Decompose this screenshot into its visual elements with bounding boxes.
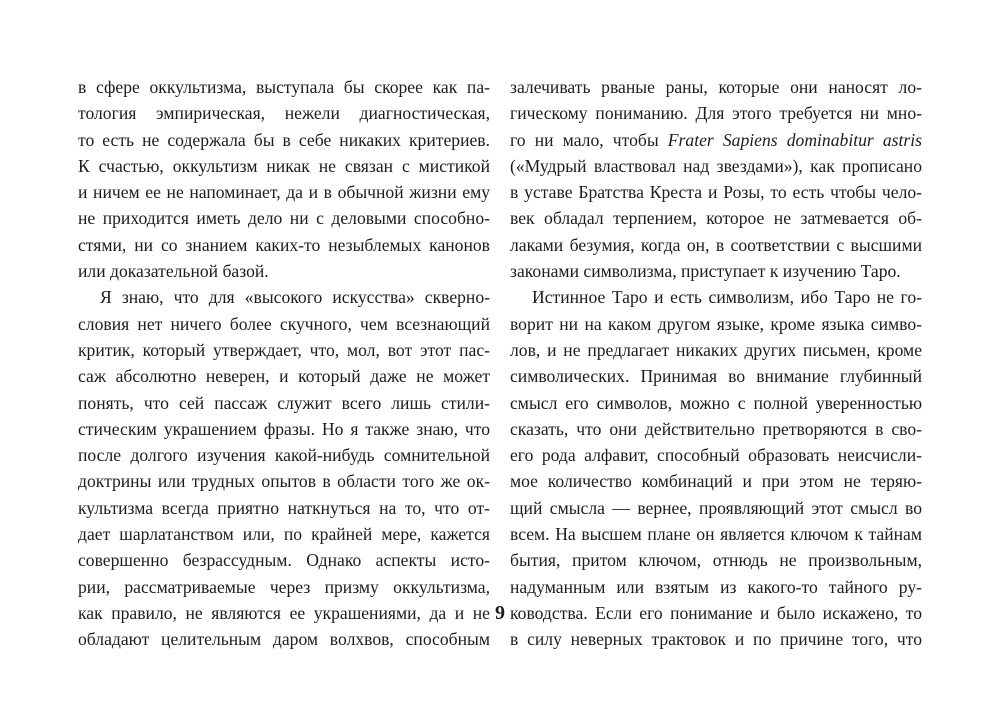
text-line: саж абсолютно неверен, и который даже не может bbox=[78, 366, 490, 387]
text-line: стями, ни со знанием каких-то незыблемых канонов bbox=[78, 234, 490, 255]
text-line: после долгого изучения какой-нибудь сомнительной bbox=[78, 445, 490, 466]
text-line-start: го ни мало, чтобы bbox=[510, 129, 668, 150]
text-line: понять, что сей пассаж служит всего лишь стили- bbox=[78, 392, 490, 413]
text-line: Я знаю, что для «высокого искусства» скверно- bbox=[100, 287, 490, 308]
text-line: («Мудрый властвовал над звездами»), как прописано bbox=[510, 155, 922, 176]
text-line: К счастью, оккультизм никак не связан с мистикой bbox=[78, 155, 490, 176]
text-line: залечивать рваные раны, которые они наносят ло- bbox=[510, 77, 922, 97]
text-line: тология эмпирическая, нежели диагностическая, bbox=[78, 103, 490, 124]
text-line: всем. На высшем плане он является ключом к тайнам bbox=[510, 524, 922, 545]
text-line: сказать, что они действительно претворяются в сво- bbox=[510, 418, 922, 439]
text-line: или доказательной базой. bbox=[78, 261, 269, 282]
page-number: 9 bbox=[495, 602, 505, 624]
text-line: век обладал терпением, которое не затмевается об- bbox=[510, 208, 922, 229]
text-line: символических. Принимая во внимание глубинный bbox=[510, 366, 922, 387]
text-line: бытия, притом ключом, отнюдь не произвольным, bbox=[510, 550, 922, 571]
text-line: лаками безумия, когда он, в соответствии с высшими bbox=[510, 234, 922, 255]
left-text-column bbox=[78, 74, 490, 653]
text-line: словия нет ничего более скучного, чем всезнающий bbox=[78, 313, 490, 334]
text-line: дает шарлатанством или, по крайней мере, кажется bbox=[78, 524, 490, 545]
text-line: рии, рассматриваемые через призму оккультизма, bbox=[78, 576, 490, 597]
text-line: не приходится иметь дело ни с деловыми способно- bbox=[78, 208, 490, 229]
text-line: то есть не содержала бы в себе никаких критериев. bbox=[78, 129, 490, 150]
text-line: и ничем ее не напоминает, да и в обычной жизни ему bbox=[78, 182, 490, 203]
latin-motto: Frater Sapiens dominabitur astris bbox=[667, 129, 922, 150]
text-line: ководства. Если его понимание и было искажено, то bbox=[510, 602, 922, 623]
text-line: Истинное Таро и есть символизм, ибо Таро не го- bbox=[532, 287, 922, 308]
text-line: критик, который утверждает, что, мол, вот этот пас- bbox=[78, 339, 490, 360]
text-line: культизма всегда приятно наткнуться на то, что от- bbox=[78, 497, 490, 518]
text-line: его рода алфавит, способный образовать неисчисли- bbox=[510, 445, 922, 466]
text-line: обладают целительным даром волхвов, способным bbox=[78, 629, 490, 650]
text-line: стическим украшением фразы. Но я также знаю, что bbox=[78, 418, 490, 439]
text-line-with-latin-quote bbox=[510, 127, 922, 153]
text-line: мое количество комбинаций и при этом не теряю- bbox=[510, 471, 922, 492]
right-text-column bbox=[510, 74, 922, 653]
text-line: в сфере оккультизма, выступала бы скорее как па- bbox=[78, 77, 490, 97]
text-line: лов, и не предлагает никаких других письмен, кроме bbox=[510, 339, 922, 360]
text-line: в силу неверных трактовок и по причине того, что bbox=[510, 629, 922, 650]
text-line: ворит ни на каком другом языке, кроме языка симво- bbox=[510, 313, 922, 334]
text-line: смысл его символов, можно с полной уверенностью bbox=[510, 392, 922, 413]
text-line: доктрины или трудных опытов в области того же ок- bbox=[78, 471, 490, 492]
text-line: как правило, не являются ее украшениями, да и не bbox=[78, 602, 490, 623]
text-line: щий смысла — вернее, проявляющий этот смысл во bbox=[510, 497, 922, 518]
text-line: совершенно безрассудным. Однако аспекты исто- bbox=[78, 550, 490, 571]
text-line: законами символизма, приступает к изучению Таро. bbox=[510, 261, 901, 282]
text-line: в уставе Братства Креста и Розы, то есть чтобы чело- bbox=[510, 182, 922, 203]
text-line: надуманным или взятым из какого-то тайного ру- bbox=[510, 576, 922, 597]
text-line: гическому пониманию. Для этого требуется ни мно- bbox=[510, 103, 922, 124]
